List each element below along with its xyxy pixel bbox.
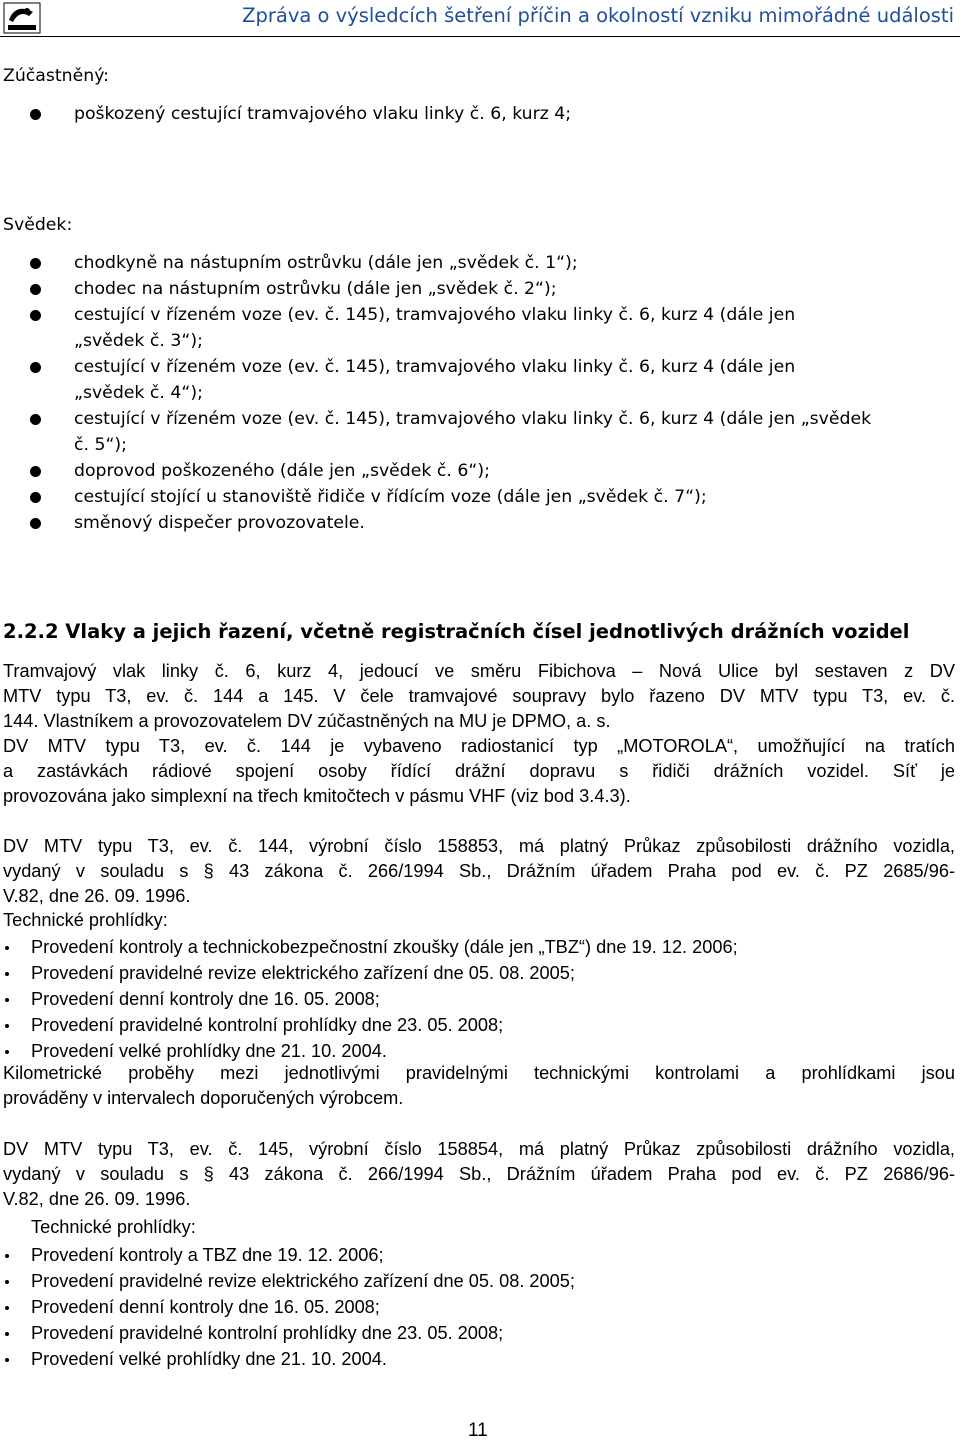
bullet-icon	[30, 414, 41, 425]
list-item: Provedení kontroly a TBZ dne 19. 12. 2006;	[0, 1242, 575, 1268]
bullet-icon	[30, 492, 41, 503]
list-item: Provedení pravidelné revize elektrického zařízení dne 05. 08. 2005;	[0, 960, 738, 986]
section-heading: 2.2.2 Vlaky a jejich řazení, včetně registračních čísel jednotlivých drážních vozidel	[3, 620, 910, 643]
list-item: Provedení denní kontroly dne 16. 05. 2008;	[0, 986, 738, 1012]
document-header-title: Zpráva o výsledcích šetření příčin a okolností vzniku mimořádné události	[242, 4, 954, 27]
bullet-icon	[5, 946, 9, 950]
bullet-icon	[5, 998, 9, 1002]
bullet-icon	[5, 1254, 9, 1258]
mileage-note: Kilometrické proběhy mezi jednotlivými pravidelnými technickými kontrolami a prohlídkami jsou prováděny v intervalech doporučených výrobcem.	[3, 1063, 955, 1108]
list-item: doprovod poškozeného (dále jen „svědek č. 6“);	[0, 458, 871, 484]
bullet-icon	[30, 362, 41, 373]
participant-list	[0, 101, 571, 127]
bullet-icon	[30, 258, 41, 269]
bullet-icon	[30, 109, 41, 120]
list-item: cestující v řízeném voze (ev. č. 145), tramvajového vlaku linky č. 6, kurz 4 (dále jen „svědek č. 5“);	[0, 406, 871, 458]
bullet-icon	[5, 972, 9, 976]
page-number: 11	[468, 1420, 488, 1441]
list-item: poškozený cestující tramvajového vlaku linky č. 6, kurz 4;	[0, 101, 571, 127]
bullet-icon	[5, 1050, 9, 1054]
header-divider	[0, 36, 960, 37]
list-item: Provedení velké prohlídky dne 21. 10. 2004.	[0, 1038, 738, 1064]
bullet-icon	[30, 284, 41, 295]
bullet-icon	[30, 518, 41, 529]
list-item: Provedení pravidelné kontrolní prohlídky dne 23. 05. 2008;	[0, 1320, 575, 1346]
vehicle-145-inspections	[0, 1242, 575, 1372]
bullet-icon	[5, 1024, 9, 1028]
list-item: Provedení velké prohlídky dne 21. 10. 2004.	[0, 1346, 575, 1372]
list-item: cestující v řízeném voze (ev. č. 145), tramvajového vlaku linky č. 6, kurz 4 (dále jen „svědek č. 3“);	[0, 302, 871, 354]
list-item: chodkyně na nástupním ostrůvku (dále jen „svědek č. 1“);	[0, 250, 871, 276]
vehicle-145-paragraph: DV MTV typu T3, ev. č. 145, výrobní číslo 158854, má platný Průkaz způsobilosti drážního vozidla, vydaný v souladu s § 43 zákona č. 266/1994 Sb., Drážním úřadem Praha pod ev. č. PZ 2686/96- V.82, dne 26. 09. 1996.	[3, 1139, 955, 1209]
inspections-label: Technické prohlídky:	[31, 1217, 196, 1237]
inspections-label: Technické prohlídky:	[3, 910, 168, 930]
bullet-icon	[30, 310, 41, 321]
trains-paragraph: Tramvajový vlak linky č. 6, kurz 4, jedoucí ve směru Fibichova – Nová Ulice byl sestaven z DV MTV typu T3, ev. č. 144 a 145. V čele tramvajové soupravy bylo řazeno DV MTV typu T3, ev. č. 144. Vlastníkem a provozovatelem DV zúčastněných na MU je DPMO, a. s.	[3, 661, 955, 731]
list-item: Provedení pravidelné revize elektrického zařízení dne 05. 08. 2005;	[0, 1268, 575, 1294]
list-item: Provedení pravidelné kontrolní prohlídky dne 23. 05. 2008;	[0, 1012, 738, 1038]
vehicle-144-paragraph: DV MTV typu T3, ev. č. 144, výrobní číslo 158853, má platný Průkaz způsobilosti drážního vozidla, vydaný v souladu s § 43 zákona č. 266/1994 Sb., Drážním úřadem Praha pod ev. č. PZ 2685/96- V.82, dne 26. 09. 1996.	[3, 836, 955, 906]
witness-label: Svědek:	[3, 215, 73, 235]
list-item: chodec na nástupním ostrůvku (dále jen „svědek č. 2“);	[0, 276, 871, 302]
bullet-icon	[5, 1358, 9, 1362]
drazni-inspekce-logo-icon	[3, 2, 41, 34]
participant-label: Zúčastněný:	[3, 66, 109, 86]
list-item: cestující stojící u stanoviště řidiče v řídícím voze (dále jen „svědek č. 7“);	[0, 484, 871, 510]
list-item: směnový dispečer provozovatele.	[0, 510, 871, 536]
list-item: Provedení denní kontroly dne 16. 05. 2008;	[0, 1294, 575, 1320]
list-item: Provedení kontroly a technickobezpečnostní zkoušky (dále jen „TBZ“) dne 19. 12. 2006;	[0, 934, 738, 960]
bullet-icon	[5, 1332, 9, 1336]
vehicle-144-inspections	[0, 934, 738, 1064]
bullet-icon	[5, 1280, 9, 1284]
radio-paragraph: DV MTV typu T3, ev. č. 144 je vybaveno radiostanicí typ „MOTOROLA“, umožňující na tratích a zastávkách rádiové spojení osoby řídící drážní dopravu s řidiči drážních vozidel. Síť je provozována jako simplexní na třech kmitočtech v pásmu VHF (viz bod 3.4.3).	[3, 736, 955, 806]
witness-list	[0, 250, 871, 536]
list-item: cestující v řízeném voze (ev. č. 145), tramvajového vlaku linky č. 6, kurz 4 (dále jen „svědek č. 4“);	[0, 354, 871, 406]
bullet-icon	[5, 1306, 9, 1310]
bullet-icon	[30, 466, 41, 477]
